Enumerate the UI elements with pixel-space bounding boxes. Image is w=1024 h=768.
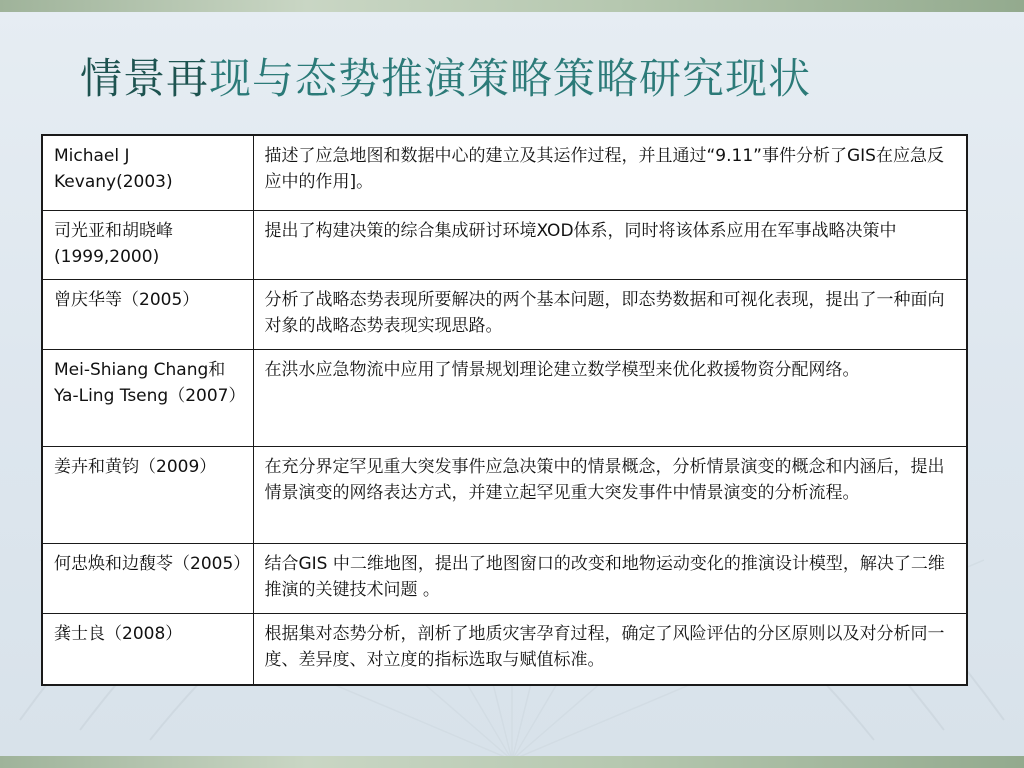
- table-row: [42, 280, 967, 350]
- title-emphasis: 情景再: [80, 54, 210, 103]
- description-cell: 根据集对态势分析，剖析了地质灾害孕育过程，确定了风险评估的分区原则以及对分析同一度、差异度、对立度的指标选取与赋值标准。: [253, 614, 967, 686]
- title-rest: 现与态势推演策略策略研究现状: [209, 54, 812, 103]
- table-row: [42, 350, 967, 447]
- table-row: [42, 211, 967, 280]
- description-cell: 在洪水应急物流中应用了情景规划理论建立数学模型来优化救援物资分配网络。: [253, 350, 967, 447]
- description-cell: 描述了应急地图和数据中心的建立及其运作过程，并且通过“9.11”事件分析了GIS在应急反应中的作用]。: [253, 135, 967, 211]
- table-row: [42, 135, 967, 211]
- source-cell: 司光亚和胡晓峰(1999,2000): [42, 211, 253, 280]
- source-cell: 曾庆华等（2005）: [42, 280, 253, 350]
- description-cell: 在充分界定罕见重大突发事件应急决策中的情景概念，分析情景演变的概念和内涵后，提出情景演变的网络表达方式，并建立起罕见重大突发事件中情景演变的分析流程。: [253, 447, 967, 544]
- source-cell: 姜卉和黄钧（2009）: [42, 447, 253, 544]
- description-cell: 提出了构建决策的综合集成研讨环境XOD体系，同时将该体系应用在军事战略决策中: [253, 211, 967, 280]
- description-cell: 分析了战略态势表现所要解决的两个基本问题，即态势数据和可视化表现，提出了一种面向对象的战略态势表现实现思路。: [253, 280, 967, 350]
- table-row: [42, 614, 967, 686]
- top-decorative-band: [0, 0, 1024, 12]
- source-cell: Mei-Shiang Chang和 Ya-Ling Tseng（2007）: [42, 350, 253, 447]
- source-cell: Michael J Kevany(2003): [42, 135, 253, 211]
- table-row: [42, 544, 967, 614]
- source-cell: 龚士良（2008）: [42, 614, 253, 686]
- source-cell: 何忠焕和边馥苓（2005）: [42, 544, 253, 614]
- description-cell: 结合GIS 中二维地图，提出了地图窗口的改变和地物运动变化的推演设计模型，解决了二维推演的关键技术问题 。: [253, 544, 967, 614]
- table-row: [42, 447, 967, 544]
- page-title: [80, 46, 811, 106]
- literature-table: [41, 134, 968, 686]
- bottom-decorative-band: [0, 756, 1024, 768]
